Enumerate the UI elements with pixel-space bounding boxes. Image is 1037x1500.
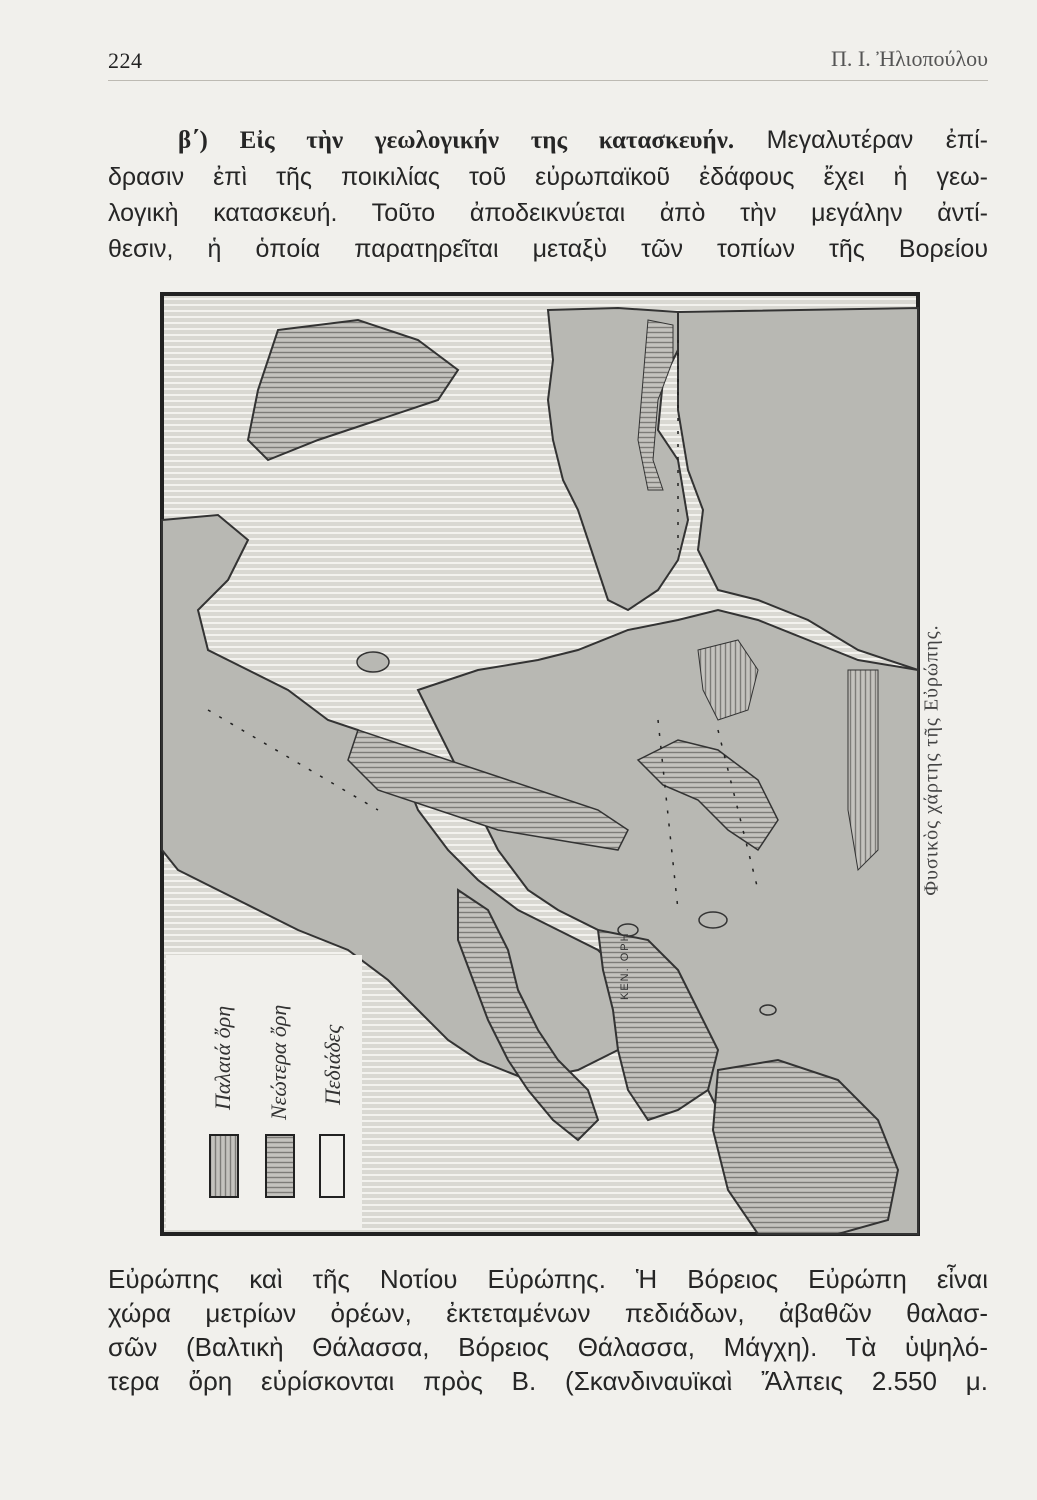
paragraph-line: τερα ὄρη εὑρίσκονται πρὸς Β. (Σκανδιναυϊκαὶ Ἄλπεις 2.550 μ. bbox=[108, 1366, 988, 1396]
top-paragraph bbox=[108, 122, 988, 267]
paragraph-line: Εὐρώπης καὶ τῆς Νοτίου Εὐρώπης. Ἡ Βόρειος Εὐρώπη εἶναι bbox=[108, 1264, 988, 1294]
island bbox=[357, 652, 389, 672]
paragraph-line: λογικὴ κατασκευή. Τοῦτο ἀποδεικνύεται ἀπὸ τὴν μεγάλην ἀντί- bbox=[108, 199, 988, 227]
legend-label: Πεδιάδες bbox=[320, 1024, 345, 1105]
section-heading: β΄) Εἰς τὴν γεωλογικήν της κατασκευήν. bbox=[178, 127, 735, 154]
legend-label: Νεώτερα ὄρη bbox=[266, 1004, 291, 1120]
header-rule bbox=[108, 80, 988, 81]
map-legend bbox=[166, 955, 362, 1230]
europe-physical-map bbox=[158, 290, 922, 1238]
running-title: Π. Ι. Ἠλιοπούλου bbox=[831, 46, 988, 71]
legend-item-old-mountains bbox=[210, 1006, 238, 1197]
running-head bbox=[108, 38, 988, 82]
island bbox=[760, 1005, 776, 1015]
legend-item-new-mountains bbox=[266, 1005, 294, 1197]
paragraph-line-text: Μεγαλυτέραν ἐπί- bbox=[766, 126, 988, 154]
old-mountains-ural bbox=[848, 670, 878, 870]
legend-swatch-plain bbox=[320, 1135, 344, 1197]
paragraph-line: δρασιν ἐπὶ τῆς ποικιλίας τοῦ εὐρωπαϊκοῦ ἐδάφους ἔχει ἡ γεω- bbox=[108, 163, 988, 191]
island bbox=[699, 912, 727, 928]
side-caption-text: Φυσικὸς χάρτης τῆς Εὐρώπης. bbox=[920, 624, 943, 896]
page-number: 224 bbox=[108, 48, 143, 73]
legend-label: Παλαιά ὄρη bbox=[210, 1005, 235, 1110]
paragraph-line: χώρα μετρίων ὀρέων, ἐκτεταμένων πεδιάδων, ἀβαθῶν θαλασ- bbox=[108, 1298, 988, 1328]
bottom-paragraph bbox=[108, 1262, 988, 1398]
legend-swatch-vertical-hatch bbox=[210, 1135, 238, 1197]
map-side-caption bbox=[912, 585, 952, 935]
mountain-label: ΚΕΝ. ΟΡΗ bbox=[619, 931, 631, 1000]
paragraph-line bbox=[108, 122, 988, 159]
legend-swatch-horizontal-hatch bbox=[266, 1135, 294, 1197]
paragraph-line: θεσιν, ἡ ὁποία παρατηρεῖται μεταξὺ τῶν τοπίων τῆς Βορείου bbox=[108, 235, 988, 263]
paragraph-line: σῶν (Βαλτικὴ Θάλασσα, Βόρειος Θάλασσα, Μάγχη). Τὰ ὑψηλό- bbox=[108, 1332, 988, 1362]
